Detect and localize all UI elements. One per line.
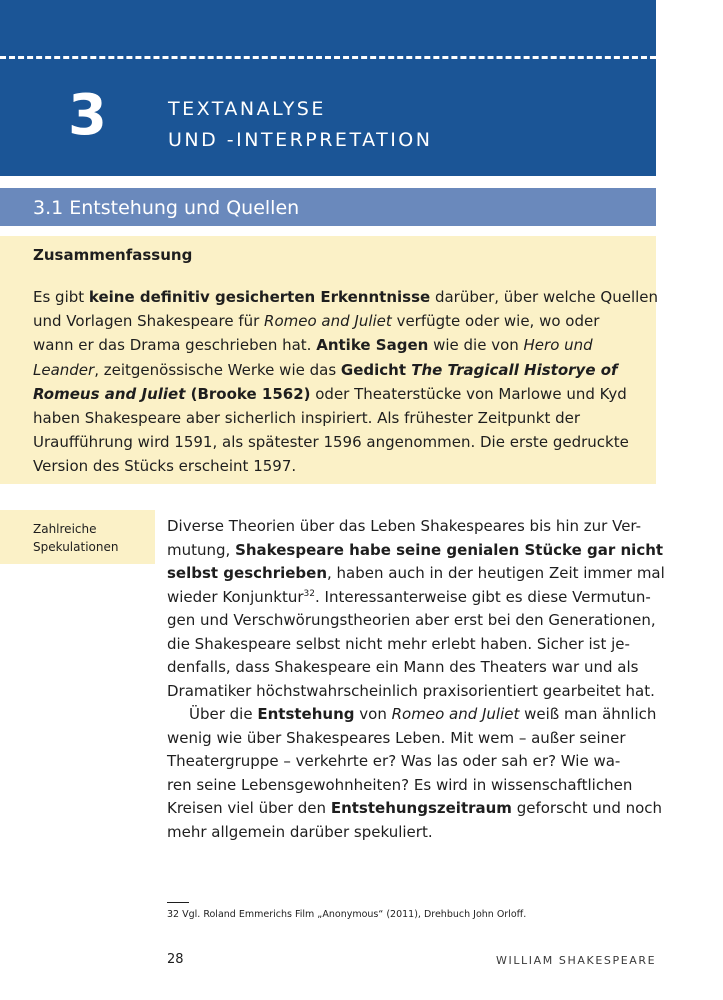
text-run: Romeo and Juliet bbox=[391, 705, 520, 723]
text-run: Gedicht bbox=[340, 360, 412, 379]
text-run: wie die von bbox=[428, 336, 524, 355]
text-run: , haben auch in der heutigen Zeit immer mal bbox=[327, 564, 665, 582]
text-run: 32 bbox=[303, 588, 315, 599]
text-run: darüber, über welche Quellen bbox=[430, 288, 659, 306]
section-title: 3.1 Entstehung und Quellen bbox=[33, 197, 300, 219]
footnote-rule bbox=[167, 902, 189, 903]
text-run: Antike Sagen bbox=[316, 336, 429, 355]
footnote: 32 Vgl. Roland Emmerichs Film „Anonymous“ (2011), Drehbuch John Orloff. bbox=[167, 909, 527, 920]
body-line bbox=[167, 656, 659, 680]
text-run: wieder Konjunktur bbox=[167, 587, 304, 606]
summary-line bbox=[33, 406, 653, 430]
text-run: oder Theaterstücke von Marlowe und Kyd bbox=[310, 384, 627, 403]
chapter-number: 3 bbox=[68, 83, 107, 148]
chapter-title bbox=[168, 94, 432, 156]
body-line bbox=[167, 515, 659, 539]
body-line bbox=[167, 703, 659, 727]
summary-line bbox=[33, 285, 659, 309]
text-run: . Interessanterweise gibt es diese Vermutun- bbox=[315, 587, 651, 606]
text-run: Theatergruppe – verkehrte er? Was las oder sah er? Wie wa- bbox=[167, 752, 621, 770]
margin-note-line: Spekulationen bbox=[33, 540, 119, 554]
summary-heading: Zusammenfassung bbox=[33, 246, 193, 264]
text-run: Über die bbox=[189, 705, 258, 723]
text-run: mutung, bbox=[167, 540, 236, 559]
text-run: wann er das Drama geschrieben hat. bbox=[33, 336, 317, 355]
text-run: haben Shakespeare aber sicherlich inspiriert. Als frühester Zeitpunkt der bbox=[33, 409, 581, 428]
body-line bbox=[167, 750, 659, 774]
body-line bbox=[167, 609, 659, 633]
summary-line bbox=[33, 454, 653, 478]
chapter-title-line-1: TEXTANALYSE bbox=[168, 98, 326, 120]
dashed-divider bbox=[0, 56, 656, 59]
text-run: mehr allgemein darüber spekuliert. bbox=[167, 822, 433, 841]
body-line bbox=[167, 586, 659, 610]
text-run: Entstehung bbox=[257, 705, 355, 723]
text-run: und Vorlagen Shakespeare für bbox=[33, 312, 265, 331]
running-title: WILLIAM SHAKESPEARE bbox=[496, 954, 657, 967]
text-run: , zeitgenössische Werke wie das bbox=[94, 360, 341, 379]
text-run: (Brooke 1562) bbox=[185, 384, 311, 403]
text-run: The Tragicall Historye of bbox=[411, 360, 618, 379]
summary-line bbox=[33, 358, 653, 382]
margin-note bbox=[33, 520, 118, 556]
text-run: Entstehungszeitraum bbox=[330, 799, 512, 817]
text-run: wenig wie über Shakespeares Leben. Mit wem – außer seiner bbox=[167, 728, 626, 747]
text-run: Hero und bbox=[523, 336, 593, 355]
summary-line bbox=[33, 382, 653, 406]
summary-line bbox=[33, 333, 653, 357]
text-run: denfalls, dass Shakespeare ein Mann des Theaters war und als bbox=[167, 658, 639, 676]
body-line bbox=[167, 539, 664, 563]
text-run: Leander bbox=[33, 360, 95, 379]
summary-line bbox=[33, 430, 653, 454]
body-line bbox=[167, 821, 659, 845]
summary-line bbox=[33, 309, 653, 333]
text-run: Shakespeare habe seine genialen Stücke gar nicht bbox=[235, 540, 664, 559]
text-run: Dramatiker höchstwahrscheinlich praxisorientiert gearbeitet hat. bbox=[167, 681, 655, 700]
text-run: geforscht und noch bbox=[511, 799, 663, 817]
margin-note-line: Zahlreiche bbox=[33, 522, 97, 536]
text-run: Romeo and Juliet bbox=[264, 312, 392, 331]
text-run: selbst geschrieben bbox=[167, 564, 328, 582]
body-line bbox=[167, 633, 659, 657]
text-run: verfügte oder wie, wo oder bbox=[391, 312, 600, 331]
body-line bbox=[167, 774, 659, 798]
chapter-title-line-2: UND -INTERPRETATION bbox=[168, 129, 433, 151]
body-text bbox=[167, 515, 665, 844]
text-run: Version des Stücks erscheint 1597. bbox=[33, 457, 297, 476]
body-line bbox=[167, 562, 665, 586]
text-run: keine definitiv gesicherten Erkenntnisse bbox=[88, 288, 431, 306]
text-run: von bbox=[354, 705, 392, 723]
text-run: Romeus and Juliet bbox=[33, 384, 186, 403]
body-line bbox=[167, 680, 659, 704]
body-line bbox=[167, 797, 663, 821]
text-run: ren seine Lebensgewohnheiten? Es wird in wissenschaftlichen bbox=[167, 775, 633, 794]
page-number: 28 bbox=[167, 952, 184, 967]
text-run: Es gibt bbox=[33, 288, 89, 306]
summary-text bbox=[33, 285, 659, 479]
text-run: gen und Verschwörungstheorien aber erst bei den Generationen, bbox=[167, 611, 656, 629]
text-run: die Shakespeare selbst nicht mehr erlebt haben. Sicher ist je- bbox=[167, 634, 630, 653]
text-run: Uraufführung wird 1591, als spätester 1596 angenommen. Die erste gedruckte bbox=[33, 433, 629, 452]
text-run: Kreisen viel über den bbox=[167, 799, 331, 817]
text-run: weiß man ähnlich bbox=[519, 705, 657, 723]
text-run: Diverse Theorien über das Leben Shakespeares bis hin zur Ver- bbox=[167, 517, 642, 535]
body-line bbox=[167, 727, 659, 751]
